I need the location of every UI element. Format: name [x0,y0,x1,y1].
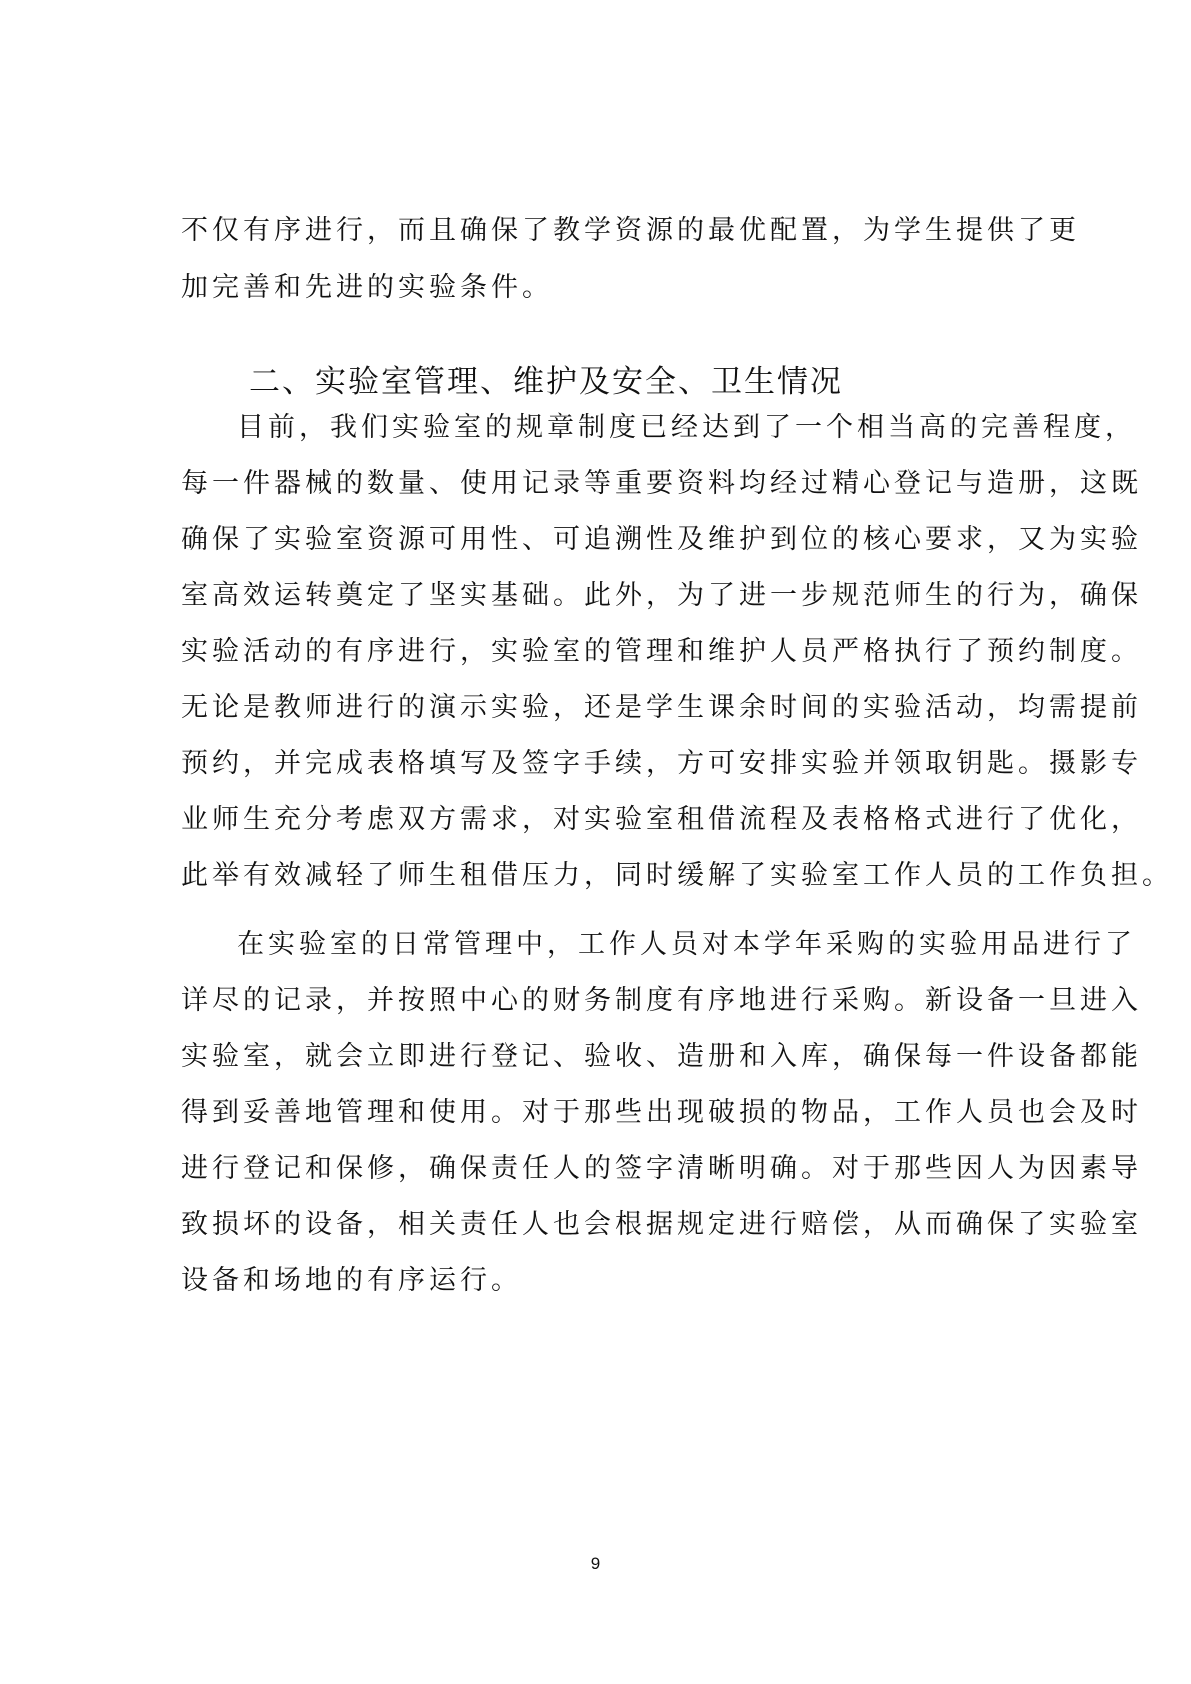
text-line: 设备和场地的有序运行。 [181,1265,522,1296]
text-line: 室高效运转奠定了坚实基础。此外，为了进一步规范师生的行为，确保 [181,580,1142,611]
text-line: 无论是教师进行的演示实验，还是学生课余时间的实验活动，均需提前 [181,692,1142,723]
text-line: 实验活动的有序进行，实验室的管理和维护人员严格执行了预约制度。 [181,636,1142,667]
text-line: 进行登记和保修，确保责任人的签字清晰明确。对于那些因人为因素导 [181,1153,1142,1184]
text-line: 确保了实验室资源可用性、可追溯性及维护到位的核心要求，又为实验 [181,524,1142,555]
text-line: 每一件器械的数量、使用记录等重要资料均经过精心登记与造册，这既 [181,468,1142,499]
text-line: 目前，我们实验室的规章制度已经达到了一个相当高的完善程度， [237,412,1136,443]
text-line: 此举有效减轻了师生租借压力，同时缓解了实验室工作人员的工作负担。 [181,860,1173,891]
text-line: 实验室，就会立即进行登记、验收、造册和入库，确保每一件设备都能 [181,1041,1142,1072]
text-line: 不仅有序进行，而且确保了教学资源的最优配置，为学生提供了更 [181,215,1080,246]
text-line: 致损坏的设备，相关责任人也会根据规定进行赔偿，从而确保了实验室 [181,1209,1142,1240]
section-heading: 二、实验室管理、维护及安全、卫生情况 [249,364,843,400]
text-line: 加完善和先进的实验条件。 [181,272,553,303]
text-line: 得到妥善地管理和使用。对于那些出现破损的物品，工作人员也会及时 [181,1097,1142,1128]
text-line: 业师生充分考虑双方需求，对实验室租借流程及表格格式进行了优化， [181,804,1142,835]
text-line: 预约，并完成表格填写及签字手续，方可安排实验并领取钥匙。摄影专 [181,748,1142,779]
page-number: 9 [590,1554,601,1573]
text-line: 详尽的记录，并按照中心的财务制度有序地进行采购。新设备一旦进入 [181,985,1142,1016]
text-line: 在实验室的日常管理中，工作人员对本学年采购的实验用品进行了 [237,929,1136,960]
